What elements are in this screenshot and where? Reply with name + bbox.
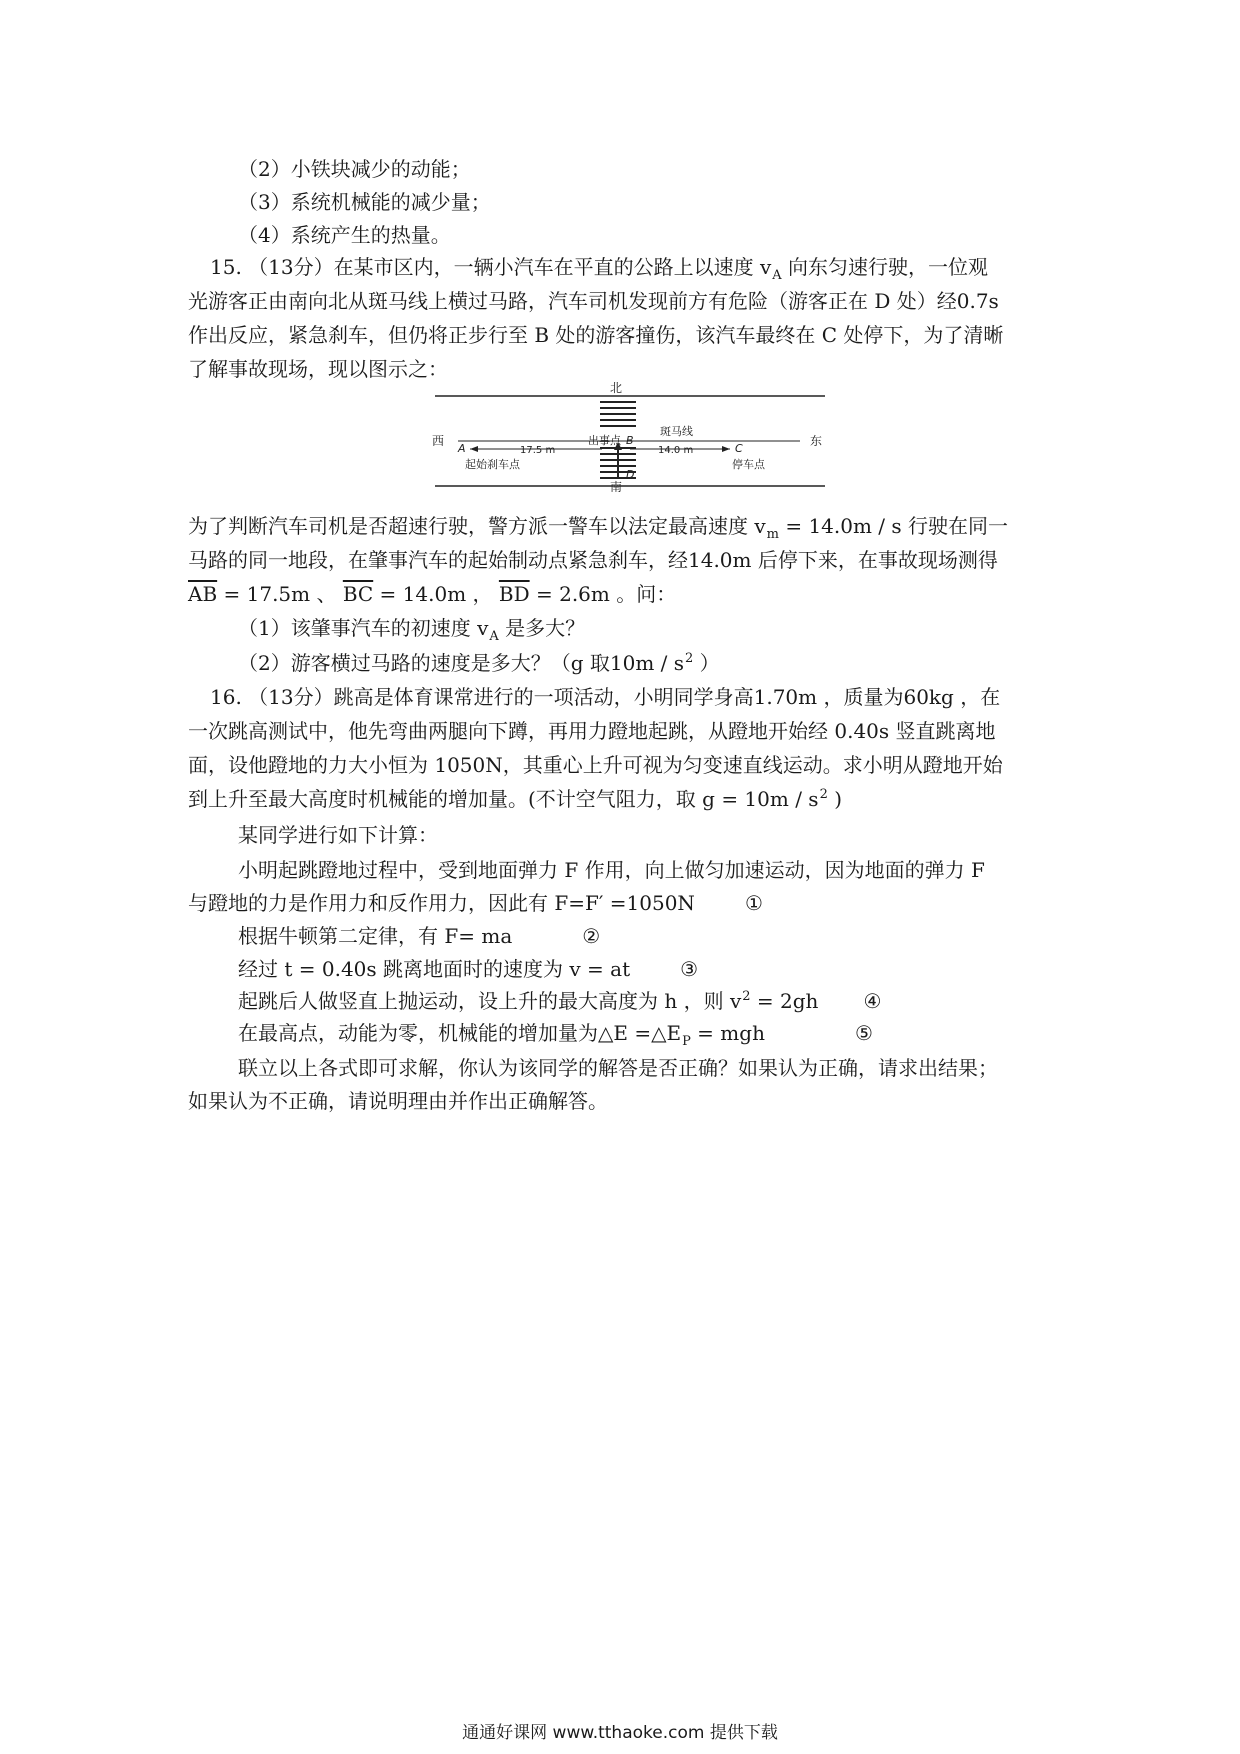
superscript: 2 <box>742 989 751 1004</box>
q15-line-5-text-end: = 14.0m / s 行驶在同一 <box>778 514 1009 538</box>
label-north: 北 <box>609 381 623 395</box>
segment-bc: $\overline{BC}$ <box>342 582 374 606</box>
label-stop-point: 停车点 <box>732 458 765 471</box>
q16-solution-line-4 <box>238 954 698 984</box>
label-start-brake: 起始刹车点 <box>465 458 520 471</box>
subscript: A <box>772 268 782 283</box>
q16-line-1: 16. （13分）跳高是体育课常进行的一项活动，小明同学身高1.70m ，质量为60kg ，在 <box>210 685 1001 709</box>
label-east: 东 <box>810 434 823 448</box>
q15-question-1 <box>238 613 585 647</box>
equation-marker-3: ③ <box>680 957 699 981</box>
q16-line-4-text-end: ) <box>827 787 843 811</box>
subscript: P <box>682 1034 691 1049</box>
q14-part-2: （2）小铁块减少的动能； <box>238 157 471 181</box>
q16-line-3: 面，设他蹬地的力大小恒为 1050N，其重心上升可视为匀变速直线运动。求小明从蹬地开始 <box>188 753 1003 777</box>
accident-diagram <box>430 378 830 493</box>
label-west: 西 <box>432 434 445 448</box>
q15-line-2: 光游客正由南向北从斑马线上横过马路，汽车司机发现前方有危险（游客正在 D 处）经0.7s <box>188 289 999 313</box>
q15-line-1-text-end: 向东匀速行驶，一位观 <box>781 255 989 279</box>
equation-2: 根据牛顿第二定律，有 F= ma <box>238 924 513 948</box>
label-dist-ab: 17.5 m <box>520 445 556 456</box>
equation-marker-2: ② <box>582 924 601 948</box>
equation-1: 与蹬地的力是作用力和反作用力，因此有 F=F′ =1050N <box>188 891 695 915</box>
q16-line-4 <box>188 784 842 818</box>
q16-solution-line-2 <box>188 888 763 918</box>
segment-bc-value: = 14.0m ， <box>373 582 493 606</box>
equation-5: = mgh <box>690 1021 765 1045</box>
q15-question-1-text-end: 是多大？ <box>498 616 586 640</box>
q15-question-2-text: （2）游客横过马路的速度是多大？（g 取10m / s <box>238 651 685 675</box>
segment-bd-value: = 2.6m 。问： <box>529 582 677 606</box>
equation-5-text: 在最高点，动能为零，机械能的增加量为△E =△E <box>238 1021 682 1045</box>
q16-solution-line-6 <box>238 1018 873 1052</box>
superscript: 2 <box>819 787 828 802</box>
label-b: B <box>626 434 634 447</box>
page-footer: 通通好课网 www.tthaoke.com 提供下载 <box>462 1723 778 1743</box>
q15-question-1-text: （1）该肇事汽车的初速度 v <box>238 616 489 640</box>
label-a: A <box>458 442 466 455</box>
q16-solution-line-1: 小明起跳蹬地过程中，受到地面弹力 F 作用，向上做匀加速运动，因为地面的弹力 F <box>238 858 985 882</box>
q15-line-5 <box>188 511 1008 545</box>
q14-part-4: （4）系统产生的热量。 <box>238 223 451 247</box>
label-d: D <box>626 468 635 481</box>
q15-line-3: 作出反应，紧急刹车，但仍将正步行至 B 处的游客撞伤，该汽车最终在 C 处停下，为了清晰 <box>188 323 1004 347</box>
label-accident-point: 出事点 <box>588 434 621 447</box>
q15-line-5-text: 为了判断汽车司机是否超速行驶，警方派一警车以法定最高速度 v <box>188 514 766 538</box>
arrowhead-a <box>470 446 478 452</box>
subscript: A <box>489 629 499 644</box>
q16-solution-line-5 <box>238 986 881 1020</box>
q15-line-7 <box>188 579 676 609</box>
q16-solution-line-8: 如果认为不正确，请说明理由并作出正确解答。 <box>188 1089 608 1113</box>
arrowhead-c <box>722 446 730 452</box>
q16-solution-intro: 某同学进行如下计算： <box>238 823 438 847</box>
q15-question-2-text-end: ） <box>693 651 720 675</box>
equation-marker-5: ⑤ <box>854 1021 873 1045</box>
q14-part-3: （3）系统机械能的减少量； <box>238 190 491 214</box>
equation-marker-1: ① <box>744 891 763 915</box>
q15-line-6: 马路的同一地段，在肇事汽车的起始制动点紧急刹车，经14.0m 后停下来，在事故现场测得 <box>188 548 998 572</box>
equation-4-text: 起跳后人做竖直上抛运动，设上升的最大高度为 h ，则 v <box>238 989 742 1013</box>
q15-line-1-text: 15. （13分）在某市区内，一辆小汽车在平直的公路上以速度 v <box>210 255 772 279</box>
equation-4: = 2gh <box>750 989 819 1013</box>
equation-3: 经过 t = 0.40s 跳离地面时的速度为 v = at <box>238 957 631 981</box>
segment-bd: $\overline{BD}$ <box>498 582 530 606</box>
label-dist-bc: 14.0 m <box>658 445 694 456</box>
subscript: m <box>766 527 779 542</box>
q15-line-1 <box>210 252 988 286</box>
segment-ab-value: = 17.5m 、 <box>217 582 337 606</box>
equation-marker-4: ④ <box>863 989 882 1013</box>
q16-line-2: 一次跳高测试中，他先弯曲两腿向下蹲，再用力蹬地起跳，从蹬地开始经 0.40s 竖直跳离地 <box>188 719 996 743</box>
label-south: 南 <box>609 480 623 493</box>
q16-solution-line-7: 联立以上各式即可求解，你认为该同学的解答是否正确？如果认为正确，请求出结果； <box>238 1056 998 1080</box>
label-c: C <box>735 442 743 455</box>
q16-solution-line-3 <box>238 921 600 951</box>
q15-line-4: 了解事故现场，现以图示之： <box>188 357 448 381</box>
segment-ab: $\overline{AB}$ <box>188 582 218 606</box>
superscript: 2 <box>685 651 694 666</box>
label-crosswalk: 斑马线 <box>660 425 693 438</box>
q15-question-2 <box>238 648 720 682</box>
q16-line-4-text: 到上升至最大高度时机械能的增加量。(不计空气阻力，取 g = 10m / s <box>188 787 819 811</box>
